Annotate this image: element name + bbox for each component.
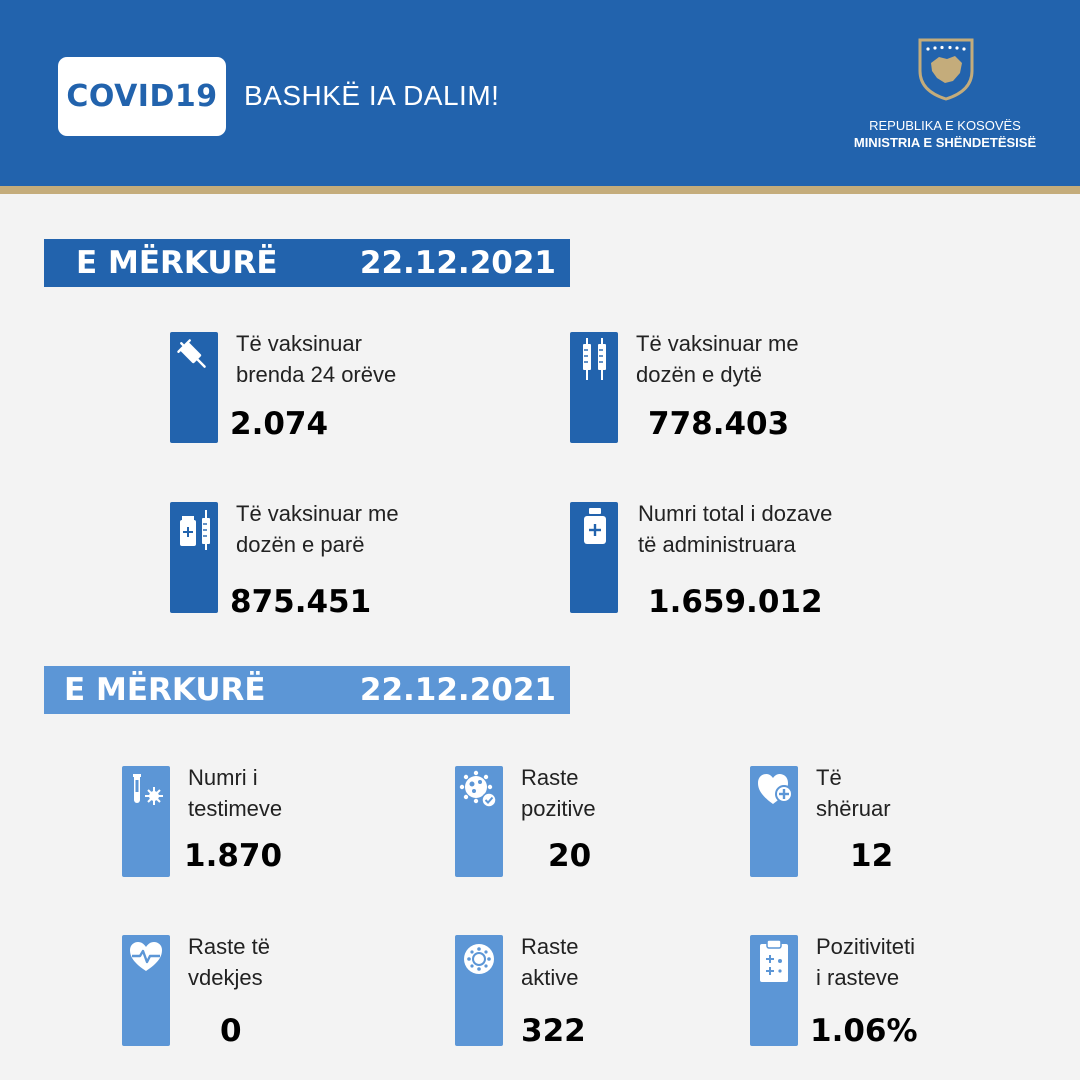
stat-pill: [170, 502, 218, 613]
vaccine-bottle-icon: [582, 508, 608, 546]
stat-pill: [750, 935, 798, 1046]
heartbeat-icon: [128, 941, 164, 973]
cases-date: 22.12.2021: [359, 672, 556, 708]
stat-pill: [455, 766, 503, 877]
covid19-logo: [58, 57, 226, 136]
stat-pill: [750, 766, 798, 877]
stat-value: 1.659.012: [648, 584, 823, 620]
vial-syringe-icon: [176, 506, 214, 552]
syringe-icon: [176, 338, 212, 374]
two-syringes-icon: [580, 336, 610, 382]
stat-value: 322: [521, 1013, 586, 1049]
stat-pill: [122, 935, 170, 1046]
stat-label: Të vaksinuar me dozën e parë: [236, 501, 399, 557]
stat-label: Raste pozitive: [521, 765, 596, 821]
stat-pill: [570, 332, 618, 443]
org-line2: MINISTRIA E SHËNDETËSISË: [853, 135, 1037, 150]
stat-label: Pozitiviteti i rasteve: [816, 934, 916, 990]
slogan: BASHKË IA DALIM!: [244, 80, 500, 111]
stat-label: Të vaksinuar brenda 24 orëve: [236, 331, 397, 387]
virus-check-icon: [459, 770, 499, 810]
stat-pill: [455, 935, 503, 1046]
virus-icon: [461, 941, 497, 977]
cases-day: E MËRKURË: [64, 672, 266, 708]
stat-value: 2.074: [230, 406, 329, 442]
heart-plus-icon: [756, 772, 794, 808]
stat-pill: [570, 502, 618, 613]
stat-label: Numri total i dozave të administruara: [638, 501, 833, 557]
stat-value: 0: [220, 1013, 242, 1049]
stat-value: 12: [850, 838, 894, 874]
org-line1: REPUBLIKA E KOSOVËS: [869, 118, 1021, 133]
stat-label: Numri i testimeve: [188, 765, 283, 821]
stat-value: 1.870: [184, 838, 283, 874]
kosovo-coat-of-arms-icon: [917, 37, 975, 101]
stat-value: 1.06%: [810, 1013, 918, 1049]
stat-label: Të shëruar: [816, 765, 891, 821]
cases-date-bar: [44, 666, 570, 714]
header-banner: [0, 0, 1080, 186]
ministry-name: [820, 117, 1070, 151]
vaccination-date-bar: [44, 239, 570, 287]
stat-label: Raste të vdekjes: [188, 934, 270, 990]
stat-value: 875.451: [230, 584, 372, 620]
logo-text: COVID19: [66, 79, 218, 114]
vaccination-date: 22.12.2021: [359, 245, 556, 281]
stat-pill: [122, 766, 170, 877]
test-tube-icon: [130, 772, 164, 810]
stat-label: Raste aktive: [521, 934, 579, 990]
stat-pill: [170, 332, 218, 443]
stat-value: 20: [548, 838, 592, 874]
stat-label: Të vaksinuar me dozën e dytë: [636, 331, 799, 387]
clipboard-icon: [758, 939, 790, 983]
vaccination-day: E MËRKURË: [76, 245, 278, 281]
stat-value: 778.403: [648, 406, 790, 442]
header-stripe: [0, 186, 1080, 194]
